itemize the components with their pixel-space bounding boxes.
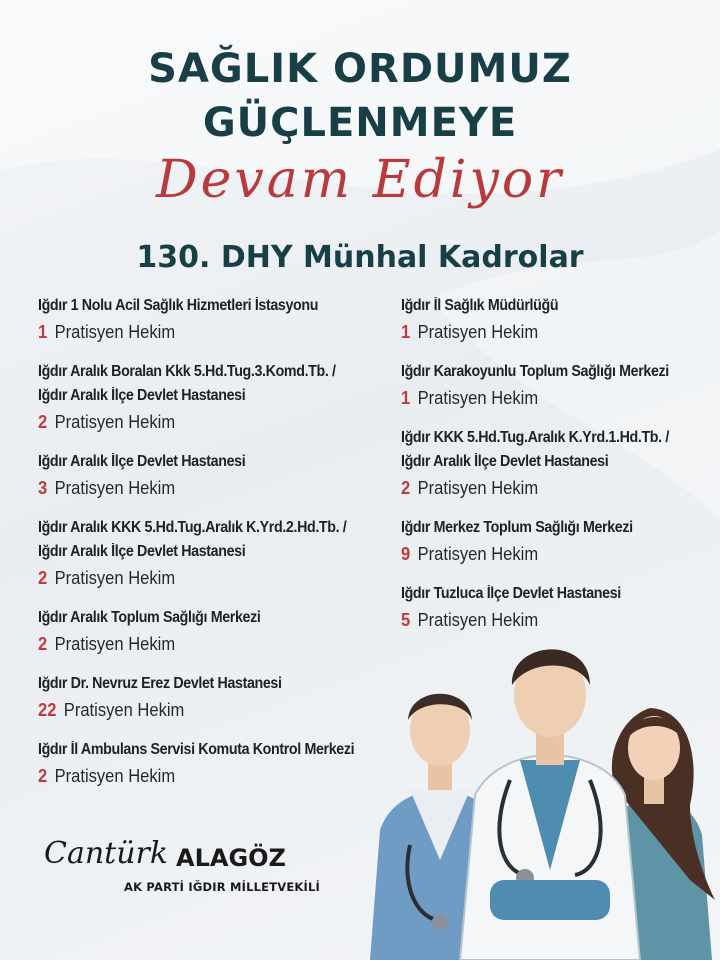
vacancy-count: 2	[38, 766, 48, 786]
left-column	[38, 294, 378, 804]
doctor-center-figure	[460, 649, 640, 960]
title-line-2: GÜÇLENMEYE	[202, 100, 518, 146]
institution-name: Iğdır 1 Nolu Acil Sağlık Hizmetleri İstasyonu	[38, 297, 319, 314]
doctors-illustration	[350, 630, 720, 960]
signature-script: Cantürk	[44, 836, 169, 871]
party-title: AK PARTİ IĞDIR MİLLETVEKİLİ	[124, 880, 320, 894]
institution-name-line-1: Iğdır Aralık KKK 5.Hd.Tug.Aralık K.Yrd.2.Hd.Tb. /	[38, 519, 347, 536]
institution-name-line-2: Iğdır Aralık İlçe Devlet Hastanesi	[38, 387, 246, 404]
position-line	[38, 696, 351, 724]
position-title: Pratisyen Hekim	[417, 544, 539, 564]
institution-name: Iğdır Merkez Toplum Sağlığı Merkezi	[401, 519, 633, 536]
position-line	[401, 474, 686, 502]
position-line	[38, 474, 351, 502]
vacancy-count: 2	[38, 412, 48, 432]
title-line-1: SAĞLIK ORDUMUZ	[148, 46, 572, 92]
institution-name: Iğdır Aralık İlçe Devlet Hastanesi	[38, 453, 246, 470]
institution-name-line-1: Iğdır KKK 5.Hd.Tug.Aralık K.Yrd.1.Hd.Tb. /	[401, 429, 669, 446]
position-line	[38, 630, 351, 658]
list-item	[38, 606, 378, 658]
institution-name: Iğdır Aralık Toplum Sağlığı Merkezi	[38, 609, 261, 626]
position-title: Pratisyen Hekim	[417, 388, 539, 408]
vacancy-count: 3	[38, 478, 48, 498]
position-line	[38, 762, 351, 790]
position-title: Pratisyen Hekim	[417, 478, 539, 498]
position-line	[401, 540, 686, 568]
list-item	[38, 450, 378, 502]
vacancy-count: 2	[401, 478, 411, 498]
institution-name-line-1: Iğdır Aralık Boralan Kkk 5.Hd.Tug.3.Komd.Tb. /	[38, 363, 336, 380]
vacancy-count: 5	[401, 610, 411, 630]
right-column	[401, 294, 711, 648]
position-title: Pratisyen Hekim	[54, 634, 176, 654]
vacancy-count: 2	[38, 568, 48, 588]
list-item	[38, 294, 378, 346]
list-item	[401, 294, 711, 346]
position-title: Pratisyen Hekim	[54, 478, 176, 498]
list-item	[38, 738, 378, 790]
position-line	[38, 564, 351, 592]
institution-name: Iğdır Karakoyunlu Toplum Sağlığı Merkezi	[401, 363, 669, 380]
institution-name-line-2: Iğdır Aralık İlçe Devlet Hastanesi	[38, 543, 246, 560]
vacancy-count: 9	[401, 544, 411, 564]
list-item	[401, 360, 711, 412]
position-line	[38, 408, 351, 436]
vacancy-count: 1	[401, 388, 411, 408]
list-item	[38, 360, 378, 436]
institution-name-line-2: Iğdır Aralık İlçe Devlet Hastanesi	[401, 453, 609, 470]
list-item	[401, 516, 711, 568]
position-title: Pratisyen Hekim	[417, 322, 539, 342]
position-title: Pratisyen Hekim	[63, 700, 185, 720]
list-item	[401, 582, 711, 634]
vacancy-count: 1	[401, 322, 411, 342]
position-title: Pratisyen Hekim	[54, 766, 176, 786]
subtitle: 130. DHY Münhal Kadrolar	[136, 240, 584, 275]
list-item	[38, 672, 378, 724]
institution-name: Iğdır Dr. Nevruz Erez Devlet Hastanesi	[38, 675, 282, 692]
institution-name: Iğdır Tuzluca İlçe Devlet Hastanesi	[401, 585, 621, 602]
position-title: Pratisyen Hekim	[417, 610, 539, 630]
list-item	[401, 426, 711, 502]
vacancy-count: 1	[38, 322, 48, 342]
vacancy-count: 22	[38, 700, 57, 720]
position-line	[401, 384, 686, 412]
vacancy-count: 2	[38, 634, 48, 654]
position-title: Pratisyen Hekim	[54, 322, 176, 342]
signature-name: ALAGÖZ	[176, 844, 286, 872]
script-heading: Devam Ediyor	[155, 150, 565, 210]
position-title: Pratisyen Hekim	[54, 412, 176, 432]
position-line	[401, 318, 686, 346]
position-title: Pratisyen Hekim	[54, 568, 176, 588]
position-line	[38, 318, 351, 346]
institution-name: Iğdır İl Sağlık Müdürlüğü	[401, 297, 559, 314]
institution-name: Iğdır İl Ambulans Servisi Komuta Kontrol Merkezi	[38, 741, 355, 758]
list-item	[38, 516, 378, 592]
